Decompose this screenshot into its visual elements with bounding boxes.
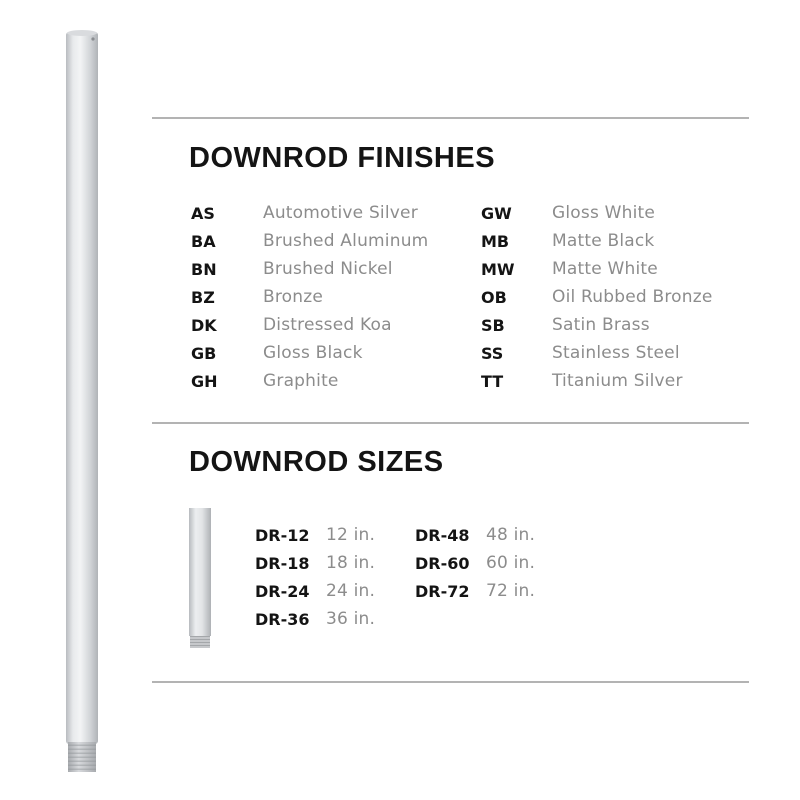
size-item — [415, 577, 535, 605]
size-item — [255, 605, 375, 633]
finish-name: Matte Black — [552, 231, 655, 251]
finish-code: BN — [191, 259, 217, 279]
finish-name: Graphite — [263, 371, 339, 391]
divider-bottom — [152, 681, 749, 683]
finish-code: GH — [191, 371, 218, 391]
finish-name: Matte White — [552, 259, 658, 279]
finish-code: SS — [481, 343, 504, 363]
finish-name: Oil Rubbed Bronze — [552, 287, 713, 307]
finish-item — [481, 255, 713, 283]
size-code: DR-12 — [255, 525, 310, 545]
size-length: 60 in. — [486, 553, 536, 573]
size-code: DR-24 — [255, 581, 310, 601]
size-code: DR-36 — [255, 609, 310, 629]
finish-item — [191, 199, 428, 227]
finish-code: BZ — [191, 287, 215, 307]
size-length: 12 in. — [326, 525, 376, 545]
finish-code: SB — [481, 315, 505, 335]
finish-item — [191, 367, 428, 395]
finish-name: Automotive Silver — [263, 203, 418, 223]
finish-item — [191, 255, 428, 283]
finish-item — [481, 283, 713, 311]
finish-name: Brushed Aluminum — [263, 231, 429, 251]
finish-name: Distressed Koa — [263, 315, 392, 335]
finish-item — [481, 367, 713, 395]
downrod-thumbnail — [189, 508, 211, 648]
finishes-right-column — [481, 199, 713, 395]
finishes-left-column — [191, 199, 428, 395]
finish-code: MW — [481, 259, 515, 279]
finish-name: Titanium Silver — [552, 371, 683, 391]
finish-code: GB — [191, 343, 217, 363]
finish-item — [481, 227, 713, 255]
finish-name: Gloss White — [552, 203, 656, 223]
finish-code: BA — [191, 231, 216, 251]
size-length: 72 in. — [486, 581, 536, 601]
finish-code: OB — [481, 287, 507, 307]
finish-name: Gloss Black — [263, 343, 363, 363]
finish-item — [191, 283, 428, 311]
finish-item — [191, 227, 428, 255]
downrod-image — [66, 30, 98, 772]
finish-name: Bronze — [263, 287, 324, 307]
finish-item — [481, 339, 713, 367]
finish-item — [481, 199, 713, 227]
finish-code: AS — [191, 203, 215, 223]
finish-code: MB — [481, 231, 510, 251]
finish-name: Brushed Nickel — [263, 259, 393, 279]
finish-code: DK — [191, 315, 217, 335]
size-length: 24 in. — [326, 581, 376, 601]
size-length: 18 in. — [326, 553, 376, 573]
finishes-heading: DOWNROD FINISHES — [189, 142, 496, 174]
size-length: 48 in. — [486, 525, 536, 545]
size-code: DR-18 — [255, 553, 310, 573]
finish-name: Stainless Steel — [552, 343, 680, 363]
size-item — [255, 549, 375, 577]
finish-item — [481, 311, 713, 339]
finish-code: TT — [481, 371, 504, 391]
size-item — [255, 521, 375, 549]
finish-name: Satin Brass — [552, 315, 650, 335]
size-item — [415, 549, 535, 577]
size-code: DR-60 — [415, 553, 470, 573]
divider-middle — [152, 422, 749, 424]
size-code: DR-72 — [415, 581, 470, 601]
size-item — [415, 521, 535, 549]
size-item — [255, 577, 375, 605]
finish-item — [191, 339, 428, 367]
size-code: DR-48 — [415, 525, 470, 545]
divider-top — [152, 117, 749, 119]
size-length: 36 in. — [326, 609, 376, 629]
sizes-right-column — [415, 521, 535, 605]
sizes-left-column — [255, 521, 375, 633]
finish-item — [191, 311, 428, 339]
finish-code: GW — [481, 203, 512, 223]
sizes-heading: DOWNROD SIZES — [189, 446, 444, 478]
